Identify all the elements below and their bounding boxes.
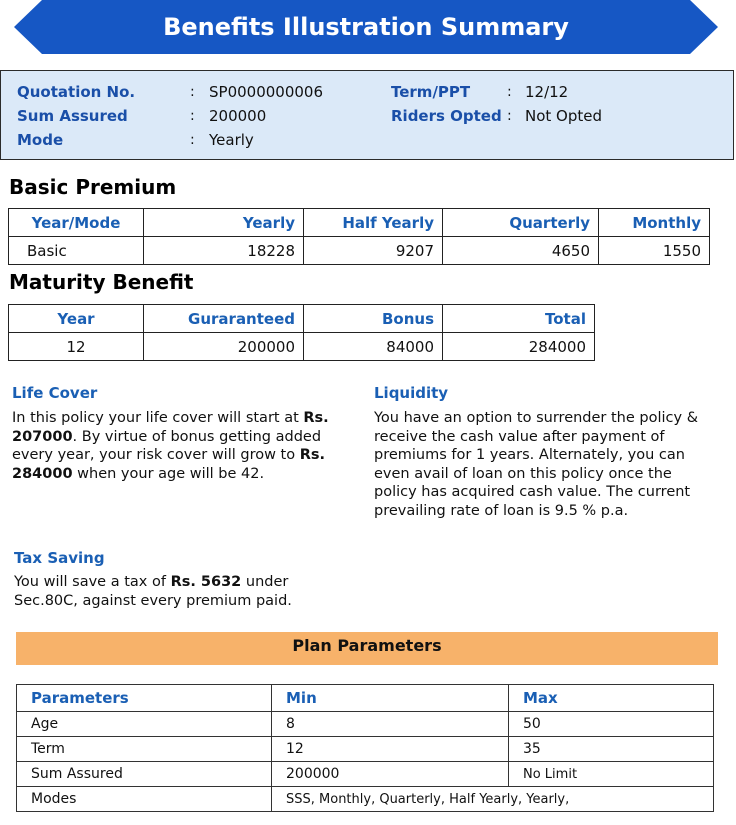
- param-name: Age: [17, 712, 272, 737]
- quotation-no-label: Quotation No.: [17, 83, 136, 101]
- life-cover-text-part: . By virtue of bonus getting added every year, your risk cover will grow to: [12, 428, 322, 463]
- param-name: Sum Assured: [17, 762, 272, 787]
- maturity-benefit-table: [8, 304, 595, 361]
- plan-parameters-bar: [16, 632, 718, 665]
- header-quarterly: Quarterly: [443, 209, 599, 237]
- param-max: No Limit: [509, 762, 714, 787]
- table-row: [17, 737, 714, 762]
- plan-parameters-table: [16, 684, 714, 812]
- cell-year: 12: [9, 333, 144, 361]
- table-header-row: [9, 209, 710, 237]
- cell-guaranteed: 200000: [144, 333, 304, 361]
- sum-assured-value: 200000: [209, 107, 267, 125]
- table-header-row: [9, 305, 595, 333]
- life-cover-text-part: when your age will be 42.: [72, 465, 265, 482]
- header-year-mode: Year/Mode: [9, 209, 144, 237]
- header-half-yearly: Half Yearly: [304, 209, 443, 237]
- cell-quarterly: 4650: [443, 237, 599, 265]
- cell-monthly: 1550: [599, 237, 710, 265]
- cell-basic: Basic: [9, 237, 144, 265]
- param-name: Term: [17, 737, 272, 762]
- header-min: Min: [272, 685, 509, 712]
- table-header-row: [17, 685, 714, 712]
- tax-saving-text-part: You will save a tax of: [14, 574, 171, 590]
- life-cover-start-amount: Rs. 207000: [12, 410, 329, 445]
- sum-assured-label: Sum Assured: [17, 107, 128, 125]
- header-yearly: Yearly: [144, 209, 304, 237]
- table-row: [17, 762, 714, 787]
- param-name: Modes: [17, 787, 272, 812]
- cell-bonus: 84000: [304, 333, 443, 361]
- life-cover-text: [12, 409, 332, 483]
- tax-saving-amount: Rs. 5632: [170, 574, 242, 590]
- life-cover-title: Life Cover: [12, 384, 98, 402]
- plan-parameters-title: Plan Parameters: [292, 636, 442, 655]
- quotation-info: [0, 70, 734, 160]
- riders-value: Not Opted: [525, 107, 603, 125]
- table-row: [17, 712, 714, 737]
- cell-total: 284000: [443, 333, 595, 361]
- param-max: 50: [509, 712, 714, 737]
- table-row: [17, 787, 714, 812]
- header-guaranteed: Guraranteed: [144, 305, 304, 333]
- mode-label: Mode: [17, 131, 64, 149]
- modes-value: SSS, Monthly, Quarterly, Half Yearly, Yearly,: [272, 787, 714, 812]
- table-row: [9, 237, 710, 265]
- term-ppt-value: 12/12: [525, 83, 569, 101]
- header-total: Total: [443, 305, 595, 333]
- param-min: 8: [272, 712, 509, 737]
- banner: [14, 0, 718, 54]
- banner-title: Benefits Illustration Summary: [163, 13, 569, 41]
- riders-label: Riders Opted: [391, 107, 502, 125]
- liquidity-text: You have an option to surrender the policy & receive the cash value after payment of premiums for 1 years. Alternately, you can even avail of loan on this policy once the policy has acquired cash value. The current prevailing rate of loan is 9.5 % p.a.: [374, 410, 699, 519]
- header-max: Max: [509, 685, 714, 712]
- cell-half-yearly: 9207: [304, 237, 443, 265]
- liquidity-title: Liquidity: [374, 384, 449, 402]
- colon: :: [507, 84, 512, 100]
- colon: :: [190, 132, 195, 148]
- param-min: 12: [272, 737, 509, 762]
- param-min: 200000: [272, 762, 509, 787]
- maturity-benefit-title: Maturity Benefit: [9, 270, 194, 294]
- header-monthly: Monthly: [599, 209, 710, 237]
- basic-premium-table: [8, 208, 710, 265]
- quotation-no-value: SP0000000006: [209, 83, 324, 101]
- tax-saving-title: Tax Saving: [14, 549, 105, 567]
- mode-value: Yearly: [209, 131, 254, 149]
- cell-yearly: 18228: [144, 237, 304, 265]
- colon: :: [190, 108, 195, 124]
- header-parameters: Parameters: [17, 685, 272, 712]
- term-ppt-label: Term/PPT: [391, 83, 471, 101]
- colon: :: [507, 108, 512, 124]
- param-max: 35: [509, 737, 714, 762]
- header-year: Year: [9, 305, 144, 333]
- colon: :: [190, 84, 195, 100]
- life-cover-final-amount: Rs. 284000: [12, 447, 326, 482]
- basic-premium-title: Basic Premium: [9, 175, 177, 199]
- table-row: [9, 333, 595, 361]
- tax-saving-text: [14, 573, 314, 610]
- header-bonus: Bonus: [304, 305, 443, 333]
- tax-saving-text-part: under Sec.80C, against every premium paid.: [14, 574, 292, 609]
- life-cover-text-part: In this policy your life cover will start at: [12, 410, 304, 426]
